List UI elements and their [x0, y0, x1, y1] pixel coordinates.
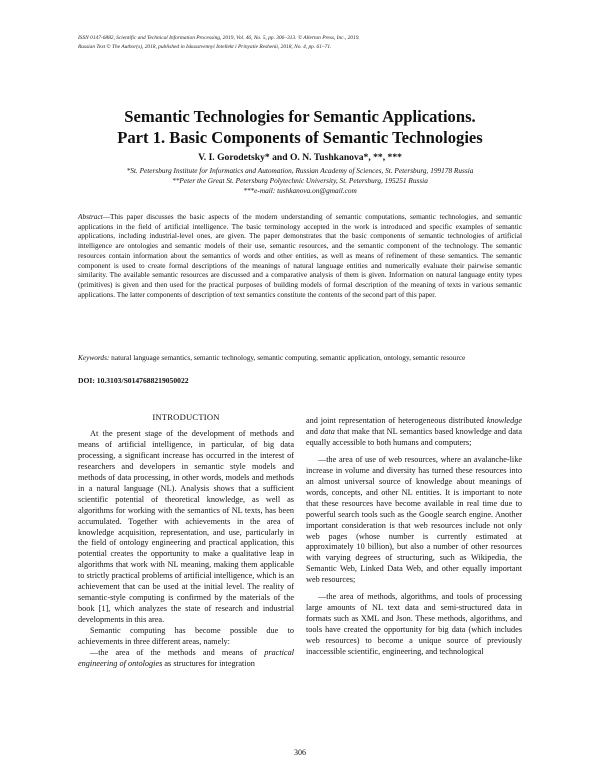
- title-line-2: Part 1. Basic Components of Semantic Technologies: [117, 128, 483, 147]
- paper-title: [40, 106, 560, 148]
- title-line-1: Semantic Technologies for Semantic Applications.: [124, 107, 476, 126]
- paragraph: [78, 648, 294, 670]
- abstract: [78, 212, 522, 299]
- affiliation-2: **Peter the Great St. Petersburg Polytechnic University, St. Petersburg, 195251 Russia: [172, 176, 428, 186]
- abstract-label: Abstract: [78, 212, 103, 221]
- emphasis-text: knowledge: [486, 416, 522, 425]
- affiliations: [40, 166, 560, 197]
- affiliation-1: *St. Petersburg Institute for Informatics and Automation, Russian Academy of Sciences, St. Petersburg, 199178 Russia: [126, 166, 474, 175]
- paragraph-text: and joint representation of heterogeneous distributed: [306, 416, 487, 425]
- abstract-text: —This paper discusses the basic aspects of the modern understanding of semantic computations, semantic technologies, and semantic applications in the field of artificial intelligence. The basic terminology accepted in the work is introduced and specific examples of semantic applications, including industrial-level ones, are given. The paper demonstrates that the basic components of semantic technologies of artificial intelligence are ontologies and semantic models of their use, semantic resources, and the semantic component of the technology. The semantic resources contain information about the semantics of words and other entities, as well as means of refinement of these semantics. The semantic component is used to create formal descriptions of the meanings of natural language entities and numerically evaluate their pairwise semantic similarity. The available semantic resources are discussed and a comparative analysis of them is given. Information on natural language entity types (primitives) is given and then used for the practical purposes of building models of formal description of the meaning of texts in various semantic applications. The latter components of description of text semantics constitute the contents of the second part of this paper.: [78, 212, 522, 299]
- left-column: [78, 412, 294, 670]
- keywords-text: natural language semantics, semantic technology, semantic computing, semantic application, ontology, semantic resource: [109, 353, 466, 362]
- paragraph: At the present stage of the development of methods and means of artificial intelligence, in particular, of big data processing, a significant increase has occurred in the interest of researchers and developers in semantic style models and methods of data processing, in other words, models and methods in a natural language (NL). Analysis shows that a sufficient scientific potential of theoretical knowledge, as well as algorithms for working with the semantics of NL texts, has been accumulated. Together with achievements in the area of knowledge acquisition, representation, and use, particularly in the field of ontology engineering and practical application, this potential creates the opportunity to make a qualitative leap in algorithms that work with NL meaning, making them applicable to strictly practical problems of artificial intelligence, which is an achievement that can be used at the initial level. The reality of semantic-style computing is confirmed by the materials of the book [1], which analyzes the state of research and industrial developments in this area.: [78, 428, 294, 625]
- paragraph-text: and: [306, 426, 321, 436]
- doi: DOI: 10.3103/S0147688219050022: [78, 376, 189, 385]
- page-number: 306: [294, 748, 306, 757]
- header-line-1: ISSN 0147-6882, Scientific and Technical Information Processing, 2019, Vol. 46, No. 5, pp. 306–313. © Allerton Press, Inc., 2019.: [78, 35, 360, 41]
- emphasis-text: practical engineering of ontologies: [78, 648, 294, 668]
- paragraph: Semantic computing has become possible due to achievements in three different areas, namely:: [78, 626, 294, 647]
- authors: V. I. Gorodetsky* and O. N. Tushkanova*, **, ***: [198, 152, 402, 163]
- paragraph: [306, 416, 522, 449]
- author-email: ***e-mail: tushkanova.on@gmail.com: [243, 186, 357, 196]
- journal-header: [78, 34, 538, 51]
- keywords: [78, 353, 522, 363]
- keywords-label: Keywords:: [78, 353, 110, 362]
- section-heading-introduction: INTRODUCTION: [152, 412, 220, 422]
- paragraph-text: that make that NL semantics based knowledge and data equally accessible to both humans and computers;: [306, 426, 523, 447]
- emphasis-text: data: [320, 426, 335, 436]
- header-line-2: Russian Text © The Author(s), 2018, published in Iskusstvennyi Intellekt i Prinyatie Reshenii, 2018, No. 4, pp. 61–71.: [78, 43, 332, 50]
- paragraph: —the area of use of web resources, where an avalanche-like increase in volume and diversity has turned these resources into an almost universal source of knowledge about meanings of words, concepts, and other NL entities. It is important to note that these resources have become available in real time due to powerful search tools such as the Google search engine. Another important consideration is that web resources include not only web pages (whose number is currently estimated at approximately 10 billion), but also a number of other resources with varying degrees of structuring, such as Wikipedia, the Semantic Web, Linked Data Web, and other equally important web resources;: [306, 454, 522, 585]
- paragraph-text: —the area of the methods and means of: [90, 648, 265, 658]
- paragraph-text: as structures for integration: [162, 658, 255, 668]
- right-column: [306, 416, 522, 658]
- paragraph: —the area of methods, algorithms, and tools of processing large amounts of NL text data and semi-structured data in formats such as XML and Json. These methods, algorithms, and tools have created the opportunity for big data (which includes web resources) to become a unique source of previously inaccessible scientific, engineering, and technological: [306, 592, 522, 657]
